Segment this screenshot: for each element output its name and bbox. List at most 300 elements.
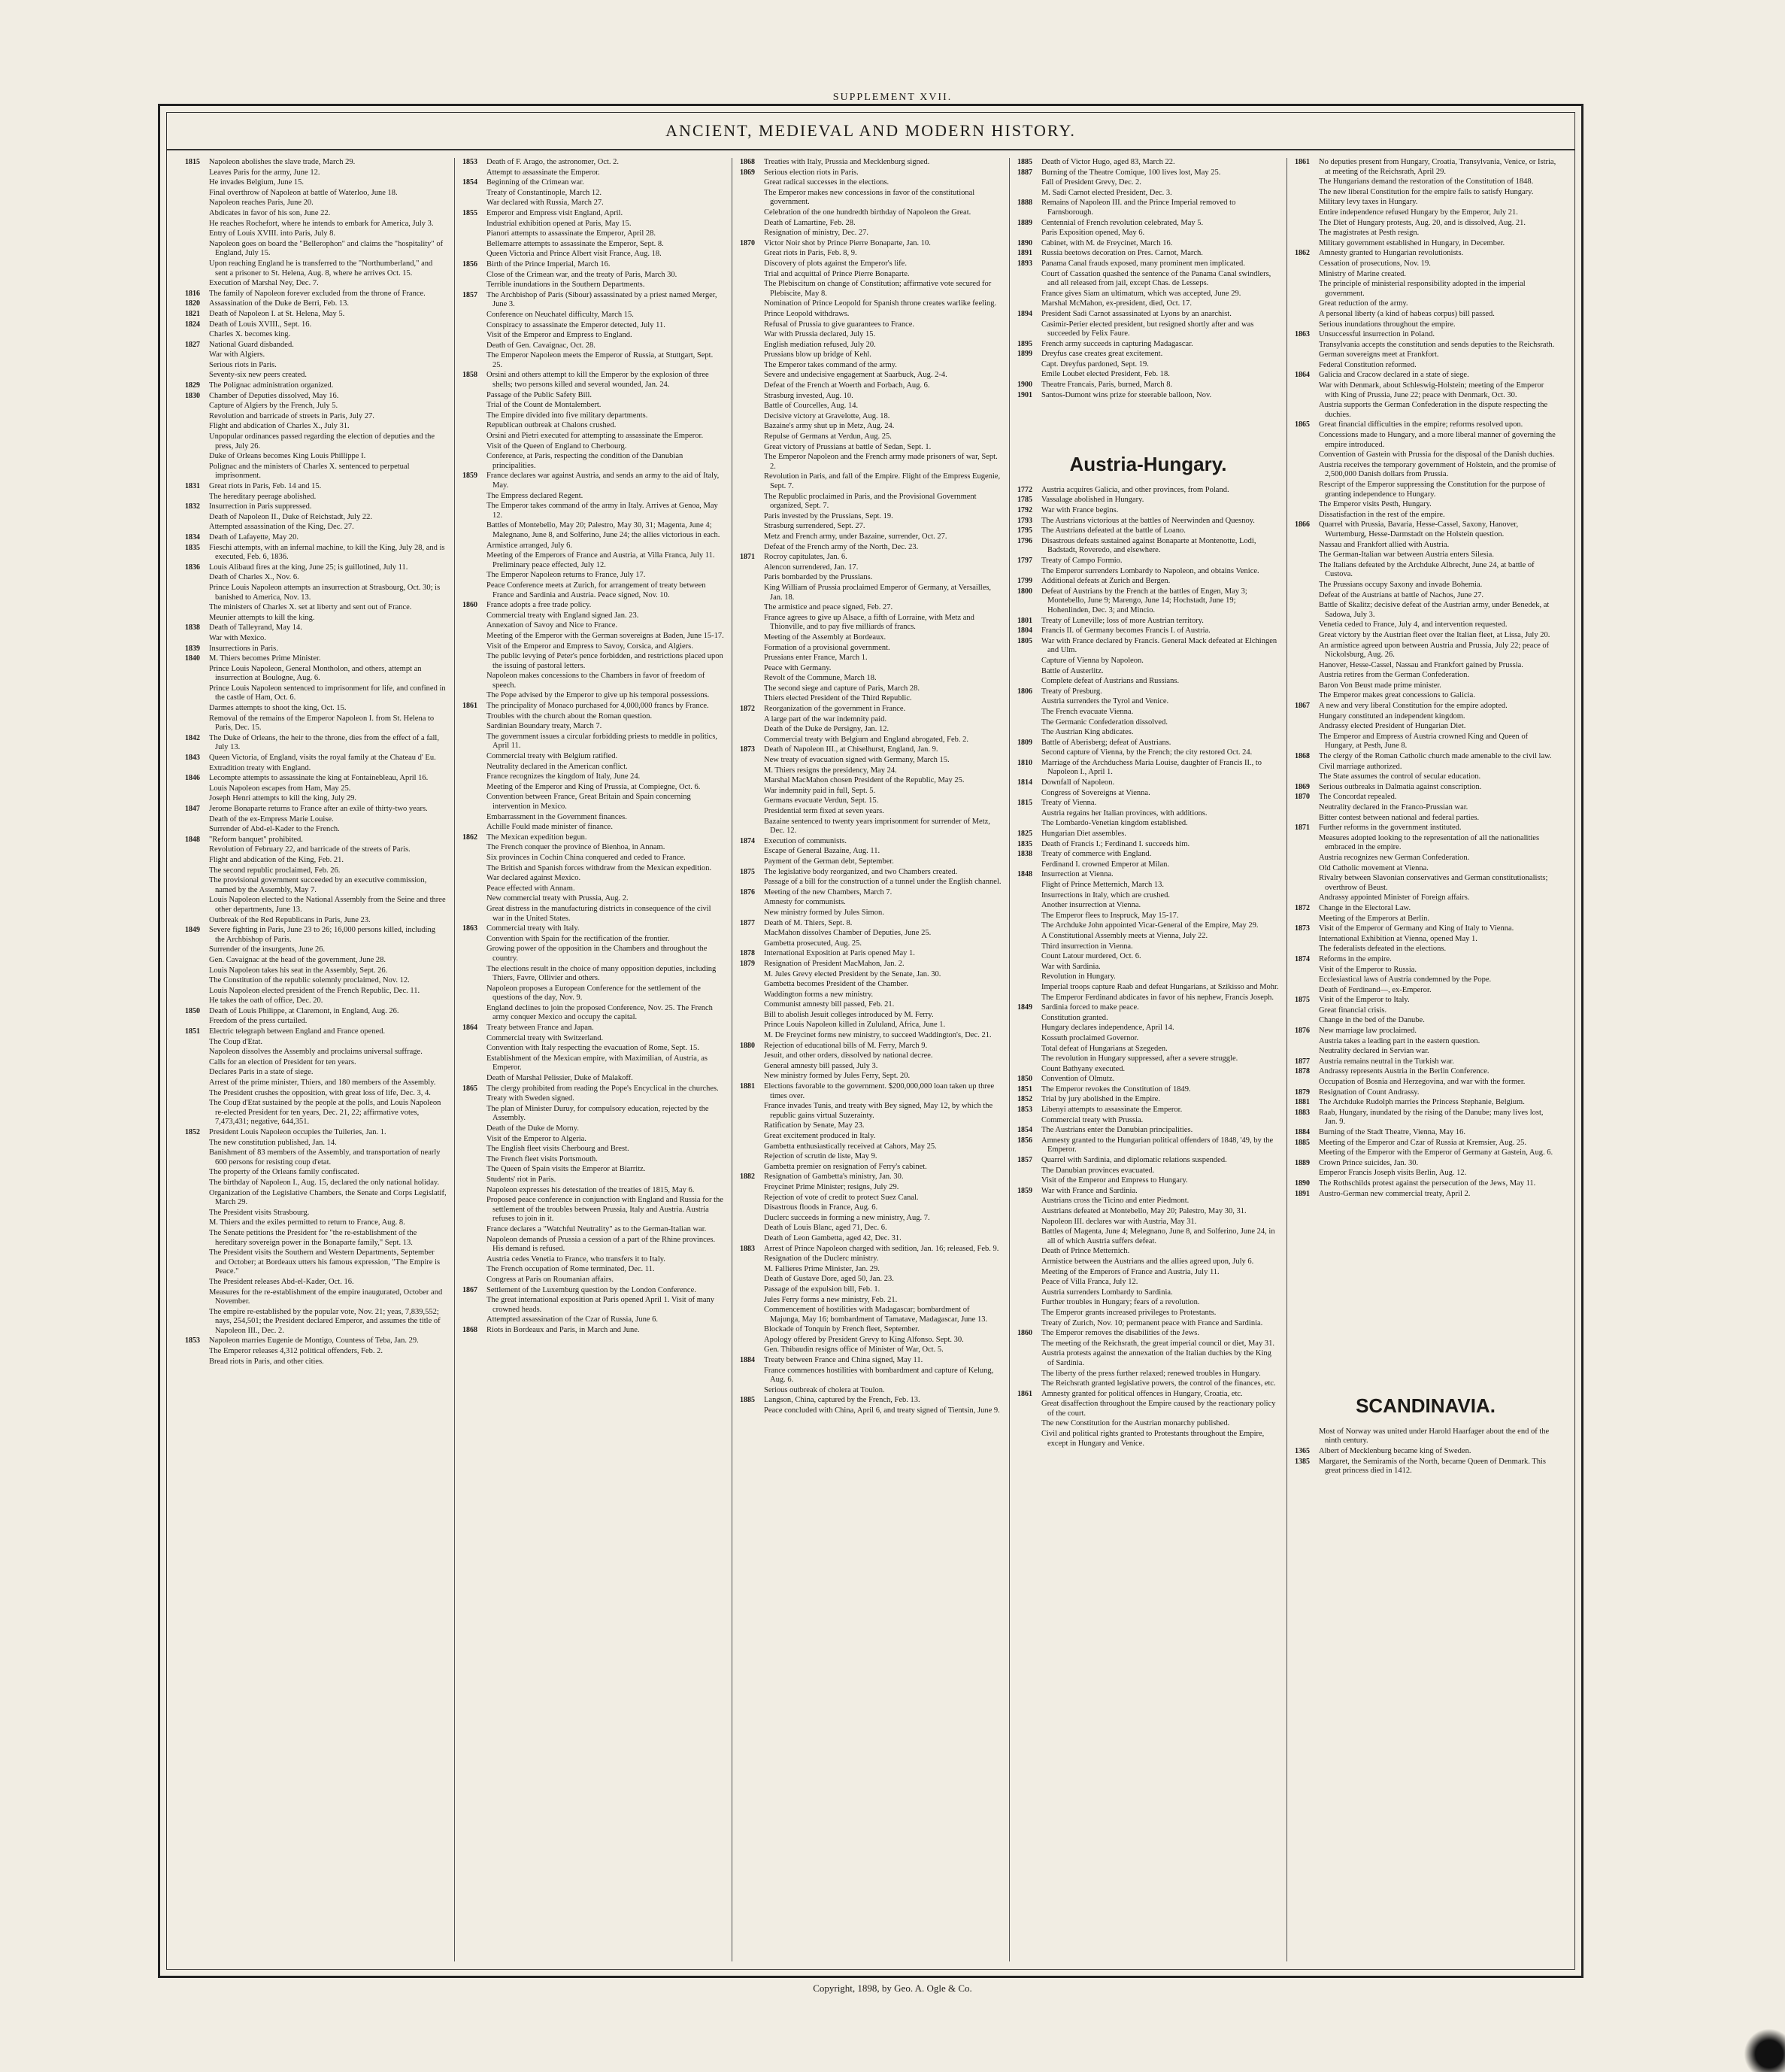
entry-year <box>185 463 209 481</box>
entry-year <box>462 240 486 250</box>
entry-year <box>462 733 486 751</box>
entry-year: 1857 <box>462 290 477 299</box>
entry-text: Austrians defeated at Montebello, May 20; Palestro, May 30, 31. <box>1041 1207 1247 1215</box>
history-entry <box>462 189 724 199</box>
entry-year <box>185 684 209 703</box>
history-entry <box>185 1099 447 1127</box>
entry-text: France declares a "Watchful Neutrality" as to the German-Italian war. <box>486 1224 707 1233</box>
history-entry <box>185 714 447 733</box>
entry-text: Meunier attempts to kill the king. <box>209 613 315 622</box>
history-entry <box>740 674 1002 684</box>
entry-year <box>185 845 209 855</box>
history-entry <box>462 632 724 642</box>
history-entry <box>462 772 724 782</box>
entry-year: 1850 <box>185 1006 200 1015</box>
history-entry <box>740 1072 1002 1082</box>
entry-text: The Emperor takes command of the army in Italy. Arrives at Genoa, May 12. <box>486 502 718 520</box>
history-entry <box>462 854 724 863</box>
entry-text: Neutrality declared in the Franco-Prussian war. <box>1319 803 1468 812</box>
history-entry <box>1017 994 1279 1003</box>
entry-text: The Empire divided into five military departments. <box>486 411 648 420</box>
history-entry <box>462 874 724 884</box>
history-entry <box>740 402 1002 411</box>
entry-year: 1848 <box>1017 870 1032 879</box>
entry-text: The magistrates at Pesth resign. <box>1319 229 1420 238</box>
history-entry <box>1017 789 1279 799</box>
entry-text: The Austrian King abdicates. <box>1041 728 1134 737</box>
history-entry <box>740 1183 1002 1193</box>
entry-text: Death of Gustave Dore, aged 50, Jan. 23. <box>764 1275 894 1284</box>
entry-year <box>740 280 764 299</box>
entry-text: Treaty of Luneville; loss of more Austrian territory. <box>1041 616 1204 625</box>
entry-text: The Archduke John appointed Vicar-General of the Empire, May 29. <box>1041 921 1259 930</box>
entry-text: Death of Louis Philippe, at Claremont, in England, Aug. 26. <box>209 1006 399 1015</box>
entry-text: Republican outbreak at Chalons crushed. <box>486 421 617 430</box>
entry-text: Conference, at Paris, respecting the condition of the Danubian principalities. <box>486 452 683 470</box>
history-entry <box>185 1358 447 1367</box>
entry-text: Strasburg invested, Aug. 10. <box>764 391 853 400</box>
entry-year: 1888 <box>1017 199 1032 208</box>
history-entry <box>462 1074 724 1084</box>
entry-text: The armistice and peace signed, Feb. 27. <box>764 603 893 612</box>
history-entry <box>1017 1085 1279 1095</box>
entry-text: Trial of the Count de Montalembert. <box>486 401 602 410</box>
entry-text: Severe and undecisive engagement at Saarbuck, Aug. 2-4. <box>764 371 947 380</box>
entry-year <box>1017 963 1041 972</box>
history-entry <box>462 1265 724 1275</box>
entry-year <box>1295 461 1319 480</box>
entry-text: Austria remains neutral in the Turkish war. <box>1319 1057 1454 1066</box>
history-entry <box>185 350 447 360</box>
entry-text: M. Fallieres Prime Minister, Jan. 29. <box>764 1264 880 1273</box>
entry-text: Austria acquires Galicia, and other provinces, from Poland. <box>1041 485 1229 494</box>
entry-year: 1876 <box>1295 1027 1310 1036</box>
entry-year <box>740 1336 764 1345</box>
entry-year <box>185 1058 209 1068</box>
entry-year <box>462 642 486 652</box>
history-entry <box>1295 239 1556 249</box>
entry-text: War with Algiers. <box>209 350 265 359</box>
entry-year <box>185 794 209 804</box>
history-entry <box>1295 803 1556 813</box>
entry-year <box>740 1163 764 1173</box>
history-entry <box>1017 1045 1279 1054</box>
entry-text: Austria receives the temporary government of Holstein, and the promise of 2,500,000 Danish dollars from Prussia. <box>1319 460 1556 479</box>
supplement-label: SUPPLEMENT XVII. <box>832 92 953 103</box>
history-entry <box>740 168 1002 178</box>
entry-year <box>462 1165 486 1175</box>
entry-text: New ministry formed by Jules Ferry, Sept. 20. <box>764 1072 911 1081</box>
history-entry <box>740 715 1002 725</box>
history-entry <box>1295 381 1556 400</box>
entry-year: 1797 <box>1017 557 1032 565</box>
history-entry <box>740 909 1002 918</box>
entry-year <box>740 970 764 980</box>
entry-text: Meeting of the Emperors of France and Austria, July 11. <box>1041 1267 1220 1276</box>
entry-text: Death of Napoleon II., Duke of Reichstadt, July 22. <box>209 512 372 521</box>
entry-text: Queen Victoria and Prince Albert visit France, Aug. 18. <box>486 250 662 259</box>
history-entry <box>185 926 447 945</box>
entry-text: Raab, Hungary, inundated by the rising of the Danube; many lives lost, Jan. 9. <box>1319 1108 1544 1127</box>
entry-text: Formation of a provisional government. <box>764 643 890 652</box>
entry-text: Prince Louis Napoleon, General Montholon, and others, attempt an insurrection at Boulogne, Aug. 6. <box>209 664 422 683</box>
entry-text: Strasburg surrendered, Sept. 27. <box>764 522 865 531</box>
entry-year: 1832 <box>185 502 200 511</box>
history-entry <box>1295 1139 1556 1148</box>
history-entry <box>1295 874 1556 893</box>
entry-year <box>1295 772 1319 782</box>
history-entry <box>740 299 1002 309</box>
entry-year <box>740 929 764 939</box>
entry-text: Paris bombarded by the Prussians. <box>764 573 873 582</box>
entry-year <box>185 584 209 602</box>
entry-year <box>740 614 764 633</box>
history-entry <box>462 178 724 188</box>
history-entry <box>1295 361 1556 371</box>
history-entry <box>1017 1014 1279 1024</box>
history-entry <box>1295 270 1556 280</box>
entry-year <box>462 1225 486 1235</box>
history-entry <box>1017 778 1279 788</box>
history-entry <box>1295 1128 1556 1138</box>
entry-text: Death of Napoleon III., at Chiselhurst, England, Jan. 9. <box>764 745 938 754</box>
entry-year <box>462 905 486 924</box>
entry-year <box>740 219 764 229</box>
entry-year: 1824 <box>185 320 200 329</box>
history-entry <box>1017 290 1279 299</box>
entry-year: 1842 <box>185 733 200 742</box>
entry-year <box>1017 1045 1041 1054</box>
entry-text: The Italians defeated by the Archduke Albrecht, June 24, at battle of Custova. <box>1319 560 1535 579</box>
history-entry <box>1017 1379 1279 1389</box>
entry-text: Gambetta enthusiastically received at Cahors, May 25. <box>764 1142 937 1151</box>
entry-text: Andrassy appointed Minister of Foreign affairs. <box>1319 893 1470 903</box>
history-entry <box>740 1336 1002 1345</box>
entry-text: President Louis Napoleon occupies the Tuileries, Jan. 1. <box>209 1128 386 1136</box>
entry-year: 1861 <box>462 702 477 711</box>
entry-text: The President crushes the opposition, with great loss of life, Dec. 3, 4. <box>209 1088 431 1097</box>
history-entry <box>1017 506 1279 516</box>
page-title: ANCIENT, MEDIEVAL AND MODERN HISTORY. <box>167 113 1574 150</box>
history-entry <box>1017 850 1279 860</box>
history-entry <box>185 654 447 664</box>
history-entry <box>185 665 447 684</box>
entry-year <box>1017 370 1041 380</box>
history-entry <box>462 965 724 984</box>
history-entry <box>1295 966 1556 975</box>
entry-text: The French occupation of Rome terminated, Dec. 11. <box>486 1265 655 1274</box>
entry-year <box>462 442 486 452</box>
entry-text: Insurrection in Paris suppressed. <box>209 502 312 511</box>
entry-text: Jules Ferry forms a new ministry, Feb. 21. <box>764 1295 898 1304</box>
entry-year <box>1017 1309 1041 1318</box>
history-entry <box>1295 671 1556 681</box>
entry-text: France invades Tunis, and treaty with Bey signed, May 12, by which the republic gains virtual Suzerainty. <box>764 1102 993 1120</box>
history-entry <box>185 784 447 794</box>
entry-year <box>462 965 486 984</box>
history-entry <box>1295 915 1556 924</box>
entry-year <box>185 976 209 986</box>
entry-year: 1879 <box>1295 1088 1310 1097</box>
history-entry <box>185 240 447 259</box>
entry-text: Outbreak of the Red Republicans in Paris, June 23. <box>209 915 371 924</box>
entry-year: 1853 <box>185 1336 200 1345</box>
history-entry <box>1295 824 1556 833</box>
entry-year: 1882 <box>740 1173 755 1182</box>
entry-year: 1876 <box>740 887 755 896</box>
history-entry <box>462 691 724 701</box>
history-entry <box>1017 891 1279 901</box>
history-entry <box>740 239 1002 249</box>
entry-year <box>1017 728 1041 738</box>
history-entry <box>1295 904 1556 914</box>
entry-text: War with France declared by Francis. General Mack defeated at Elchingen and Ulm. <box>1041 636 1277 655</box>
history-entry <box>462 209 724 219</box>
history-entry <box>462 421 724 431</box>
history-entry <box>185 1058 447 1068</box>
entry-text: Napoleon reaches Paris, June 20. <box>209 199 314 208</box>
entry-text: Death of Louis Blanc, aged 71, Dec. 6. <box>764 1224 887 1233</box>
entry-text: Electric telegraph between England and France opened. <box>209 1027 386 1036</box>
history-entry <box>1295 581 1556 590</box>
entry-year <box>185 945 209 955</box>
entry-text: Louis Napoleon escapes from Ham, May 25. <box>209 784 351 793</box>
entry-text: Austria takes a leading part in the eastern question. <box>1319 1036 1480 1045</box>
entry-text: The Diet of Hungary protests, Aug. 20, and is dissolved, Aug. 21. <box>1319 218 1526 227</box>
entry-year <box>185 856 209 866</box>
history-entry <box>1017 219 1279 229</box>
entry-year <box>185 493 209 502</box>
entry-text: Quarrel with Prussia, Bavaria, Hesse-Cassel, Saxony, Hanover, Wurtemburg, Hesse-Darmstadt on the Holstein question. <box>1319 520 1519 538</box>
entry-year <box>1295 551 1319 560</box>
entry-year <box>1017 1349 1041 1368</box>
entry-text: Count Bathyany executed. <box>1041 1064 1126 1073</box>
history-entry <box>740 443 1002 453</box>
entry-year <box>462 521 486 540</box>
entry-text: Queen Victoria, of England, visits the royal family at the Chateau d' Eu. <box>209 754 436 763</box>
entry-year: 1878 <box>1295 1067 1310 1076</box>
history-entry <box>185 1168 447 1178</box>
entry-year <box>1295 874 1319 893</box>
entry-year: 1854 <box>462 178 477 187</box>
entry-year <box>740 472 764 491</box>
entry-text: Passage of a bill for the construction of a tunnel under the English channel. <box>764 878 1002 887</box>
history-entry <box>1017 1278 1279 1288</box>
entry-year <box>462 321 486 331</box>
history-entry <box>1295 661 1556 671</box>
entry-text: Bellemarre attempts to assassinate the Emperor, Sept. 8. <box>486 239 664 248</box>
entry-text: The Emperor and Empress of Austria crowned King and Queen of Hungary, at Pesth, June 8. <box>1319 732 1529 751</box>
history-entry <box>1295 955 1556 965</box>
entry-text: The Emperor makes great concessions to Galicia. <box>1319 691 1475 700</box>
entry-text: Louis Napoleon elected to the National Assembly from the Seine and three other departments, June 13. <box>209 896 446 914</box>
history-entry <box>740 280 1002 299</box>
entry-text: France commences hostilities with bombardment and capture of Kelung, Aug. 6. <box>764 1366 994 1385</box>
history-entry <box>740 1000 1002 1010</box>
entry-year: 1868 <box>462 1325 477 1334</box>
history-entry <box>1295 793 1556 802</box>
entry-year <box>740 1214 764 1224</box>
entry-year <box>1295 299 1319 309</box>
entry-text: Treaty of Vienna. <box>1041 799 1097 808</box>
entry-year <box>462 551 486 570</box>
entry-year <box>462 793 486 812</box>
history-entry <box>740 1406 1002 1416</box>
entry-year <box>740 1011 764 1021</box>
entry-year: 1873 <box>1295 924 1310 933</box>
history-entry <box>1295 691 1556 701</box>
history-entry <box>1017 1390 1279 1400</box>
history-entry <box>1017 952 1279 962</box>
entry-year <box>740 1367 764 1385</box>
entry-text: Visit of the Emperor to Algeria. <box>486 1134 586 1143</box>
entry-year <box>185 966 209 976</box>
entry-year <box>740 1234 764 1244</box>
entry-text: Austria protests against the annexation of the Italian duchies by the King of Sardinia. <box>1041 1349 1271 1367</box>
history-entry <box>740 847 1002 857</box>
entry-year <box>462 672 486 690</box>
entry-text: The property of the Orleans family confiscated. <box>209 1168 359 1177</box>
entry-text: Napoleon proposes a European Conference for the settlement of the questions of the day, Nov. 9. <box>486 984 701 1003</box>
entry-text: Venetia ceded to France, July 4, and intervention requested. <box>1319 620 1508 629</box>
entry-text: Battles of Magenta, June 4; Melegnano, June 8, and Solferino, June 24, in all of which Austria suffers defeat. <box>1041 1227 1275 1245</box>
history-entry <box>1017 259 1279 269</box>
entry-year <box>1017 1268 1041 1278</box>
entry-year <box>740 1072 764 1082</box>
entry-text: M. De Freycinet forms new ministry, to succeed Waddington's, Dec. 21. <box>764 1031 992 1040</box>
entry-text: Amnesty granted to the Hungarian political offenders of 1848, '49, by the Emperor. <box>1041 1136 1274 1154</box>
entry-text: Insurrections in Paris. <box>209 644 278 653</box>
entry-text: Meeting of the Emperors at Berlin. <box>1319 914 1429 923</box>
history-entry <box>1017 229 1279 238</box>
entry-year <box>740 847 764 857</box>
entry-text: Peace effected with Annam. <box>486 884 575 893</box>
entry-year <box>185 1278 209 1288</box>
entry-text: Serious riots in Paris. <box>209 360 277 369</box>
history-entry <box>1017 617 1279 626</box>
entry-text: Peace with Germany. <box>764 663 832 672</box>
entry-year <box>740 715 764 725</box>
history-entry <box>1295 1447 1556 1457</box>
history-entry <box>462 401 724 411</box>
entry-text: The Prussians occupy Saxony and invade Bohemia. <box>1319 580 1483 589</box>
history-entry <box>462 823 724 833</box>
history-entry <box>740 1234 1002 1244</box>
entry-text: Albert of Mecklenburg became king of Sweden. <box>1319 1446 1471 1455</box>
history-entry <box>1017 667 1279 677</box>
entry-text: Death of Gen. Cavaignac, Oct. 28. <box>486 341 596 350</box>
history-entry <box>1017 657 1279 666</box>
history-entry <box>1017 1349 1279 1368</box>
history-entry <box>1295 935 1556 945</box>
entry-text: Austria cedes Venetia to France, who transfers it to Italy. <box>486 1254 665 1264</box>
history-entry <box>740 1102 1002 1121</box>
entry-text: England declines to join the proposed Conference, Nov. 25. The French army conquer Mexico and occupy the capital. <box>486 1003 713 1022</box>
entry-year <box>462 1186 486 1196</box>
entry-text: Quarrel with Sardinia, and diplomatic relations suspended. <box>1041 1156 1227 1165</box>
entry-year <box>1017 1419 1041 1429</box>
history-entry <box>1295 1148 1556 1158</box>
history-entry <box>1017 496 1279 505</box>
entry-text: War with France begins. <box>1041 506 1119 515</box>
history-entry <box>185 997 447 1006</box>
entry-text: Removal of the remains of the Emperor Napoleon I. from St. Helena to Paris, Dec. 15. <box>209 714 435 733</box>
entry-year <box>185 1038 209 1048</box>
entry-text: Change in the Electoral Law. <box>1319 903 1411 912</box>
entry-year: 1885 <box>740 1396 755 1405</box>
history-entry <box>740 553 1002 563</box>
entry-year <box>1295 671 1319 681</box>
entry-text: Prince Louis Napoleon killed in Zululand, Africa, June 1. <box>764 1021 946 1030</box>
entry-text: War indemnity paid in full, Sept. 5. <box>764 786 876 795</box>
entry-year <box>1017 189 1041 199</box>
history-entry <box>740 980 1002 990</box>
history-entry <box>740 929 1002 939</box>
entry-year <box>185 452 209 462</box>
entry-text: Meeting of the Emperors of France and Austria, at Villa Franca, July 11. Preliminary peace effected, July 12. <box>486 551 715 569</box>
entry-text: Unpopular ordinances passed regarding the election of deputies and the press, July 26. <box>209 432 435 451</box>
history-entry <box>1295 259 1556 269</box>
history-entry <box>740 512 1002 522</box>
entry-year: 1852 <box>185 1128 200 1136</box>
entry-year <box>1295 601 1319 620</box>
ink-blot <box>1732 2027 1785 2072</box>
entry-year <box>1017 1054 1041 1064</box>
entry-year <box>740 898 764 908</box>
history-entry <box>740 888 1002 898</box>
entry-year <box>185 896 209 915</box>
history-entry <box>462 1155 724 1165</box>
entry-year: 1856 <box>462 259 477 268</box>
entry-year <box>740 310 764 320</box>
entry-year <box>740 381 764 391</box>
history-entry <box>740 990 1002 1000</box>
entry-text: MacMahon dissolves Chamber of Deputies, June 25. <box>764 929 932 938</box>
history-entry <box>740 736 1002 745</box>
entry-year <box>185 603 209 613</box>
entry-year: 1838 <box>1017 850 1032 859</box>
history-entry <box>740 371 1002 381</box>
entry-year <box>1295 280 1319 299</box>
entry-year <box>185 1248 209 1277</box>
entry-text: Annexation of Savoy and Nice to France. <box>486 621 618 630</box>
history-entry <box>462 551 724 570</box>
entry-text: Treaty of Zurich, Nov. 10; permanent peace with France and Sardinia. <box>1041 1318 1263 1327</box>
entry-text: The Emperor releases 4,312 political offenders, Feb. 2. <box>209 1347 383 1356</box>
entry-year: 1861 <box>1295 158 1310 166</box>
history-entry <box>1295 864 1556 874</box>
history-entry <box>1295 320 1556 330</box>
entry-text: Battle of Courcelles, Aug. 14. <box>764 402 859 411</box>
entry-year <box>462 391 486 401</box>
history-entry <box>462 1094 724 1104</box>
entry-year <box>1017 320 1041 339</box>
entry-text: Prussians enter France, March 1. <box>764 654 868 663</box>
entry-year: 1821 <box>185 309 200 318</box>
history-entry <box>1295 752 1556 762</box>
entry-text: The Emperor Napoleon returns to France, July 17. <box>486 571 646 580</box>
entry-year <box>462 1044 486 1054</box>
entry-text: Orsini and Pietri executed for attempting to assassinate the Emperor. <box>486 432 704 441</box>
entry-text: Death of M. Thiers, Sept. 8. <box>764 918 853 927</box>
entry-text: Bill to abolish Jesuit colleges introduced by M. Ferry. <box>764 1010 934 1019</box>
history-entry <box>1017 728 1279 738</box>
entry-text: Napoleon demands of Prussia a cession of a part of the Rhine provinces. His demand is refused. <box>486 1235 716 1254</box>
entry-year <box>740 402 764 411</box>
history-entry <box>1017 526 1279 536</box>
entry-year <box>1295 893 1319 903</box>
entry-year <box>185 1179 209 1188</box>
